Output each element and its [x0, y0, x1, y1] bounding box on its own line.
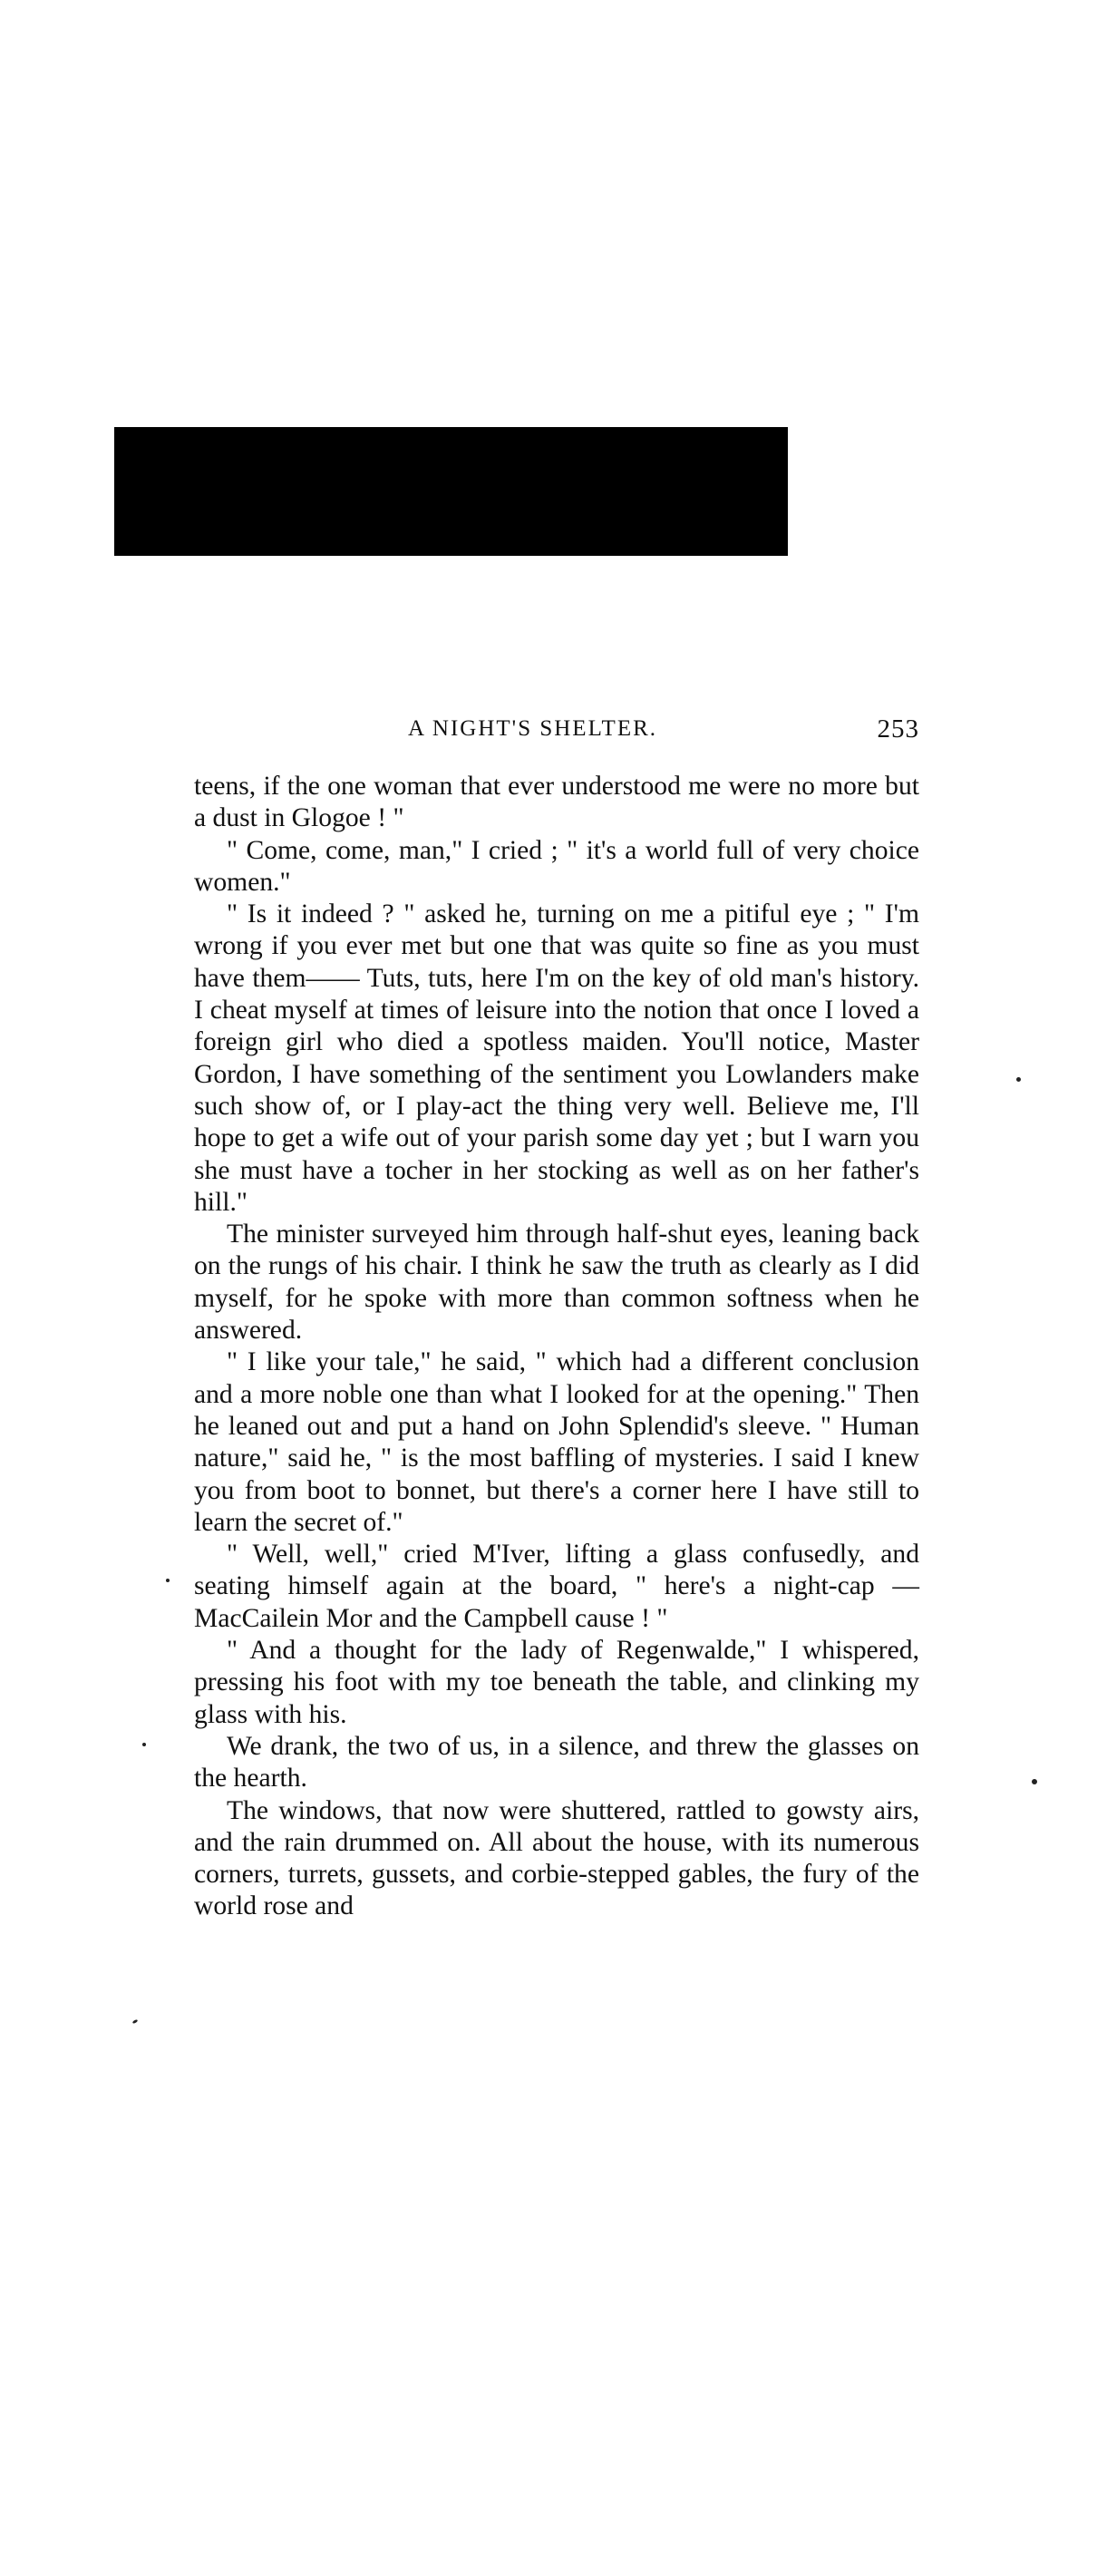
- paragraph: " I like your tale," he said, " which had a different conclusion and a more noble one than what I looked for at the opening." Then he leaned out and put a hand on John Splendid's sleeve. " Human nature," said he, " is the most baffling of mysteries. I said I knew you from boot to bonnet, but there's a corner here I have still to learn the secret of.": [194, 1347, 919, 1537]
- page-number: 253: [877, 714, 919, 744]
- body-text: [194, 771, 919, 1923]
- redaction-bar: [114, 427, 788, 556]
- paragraph: The minister surveyed him through half-shut eyes, leaning back on the rungs of his chair. I think he saw the truth as clearly as I did myself, for he spoke with more than common softness when he answered.: [194, 1220, 919, 1346]
- ink-speck: [166, 1579, 170, 1582]
- paragraph-continuation: teens, if the one woman that ever understood me were no more but a dust in Glogoe ! ": [194, 772, 919, 833]
- paragraph: The windows, that now were shuttered, rattled to gowsty airs, and the rain drummed on. All about the house, with its numerous corners, turrets, gussets, and corbie-stepped gables, the fury of the world rose and: [194, 1795, 919, 1921]
- running-title: A NIGHT'S SHELTER.: [408, 716, 658, 741]
- paragraph: " Is it indeed ? " asked he, turning on me a pitiful eye ; " I'm wrong if you ever met but one that was quite so fine as you must have them—— Tuts, tuts, here I'm on the key of old man's history. I cheat myself at times of leisure into the notion that once I loved a foreign girl who died a spotless maiden. You'll notice, Master Gordon, I have something of the sentiment you Lowlanders make such show of, or I play-act the thing very well. Believe me, I'll hope to get a wife out of your parish some day yet ; but I warn you she must have a tocher in her stocking as well as on her father's hill.": [194, 899, 919, 1217]
- paragraph: " Well, well," cried M'Iver, lifting a glass confusedly, and seating himself again at the board, " here's a night-cap —MacCailein Mor and the Campbell cause ! ": [194, 1540, 919, 1633]
- ink-speck: [142, 1743, 146, 1746]
- ink-speck: [132, 2019, 139, 2025]
- ink-speck: [1032, 1779, 1037, 1784]
- running-head: [194, 711, 919, 747]
- paragraph: " Come, come, man," I cried ; " it's a world full of very choice women.": [194, 835, 919, 897]
- ink-speck: [1016, 1077, 1021, 1082]
- paragraph: " And a thought for the lady of Regenwalde," I whispered, pressing his foot with my toe beneath the table, and clinking my glass with his.: [194, 1636, 919, 1729]
- paragraph: We drank, the two of us, in a silence, and threw the glasses on the hearth.: [194, 1731, 919, 1793]
